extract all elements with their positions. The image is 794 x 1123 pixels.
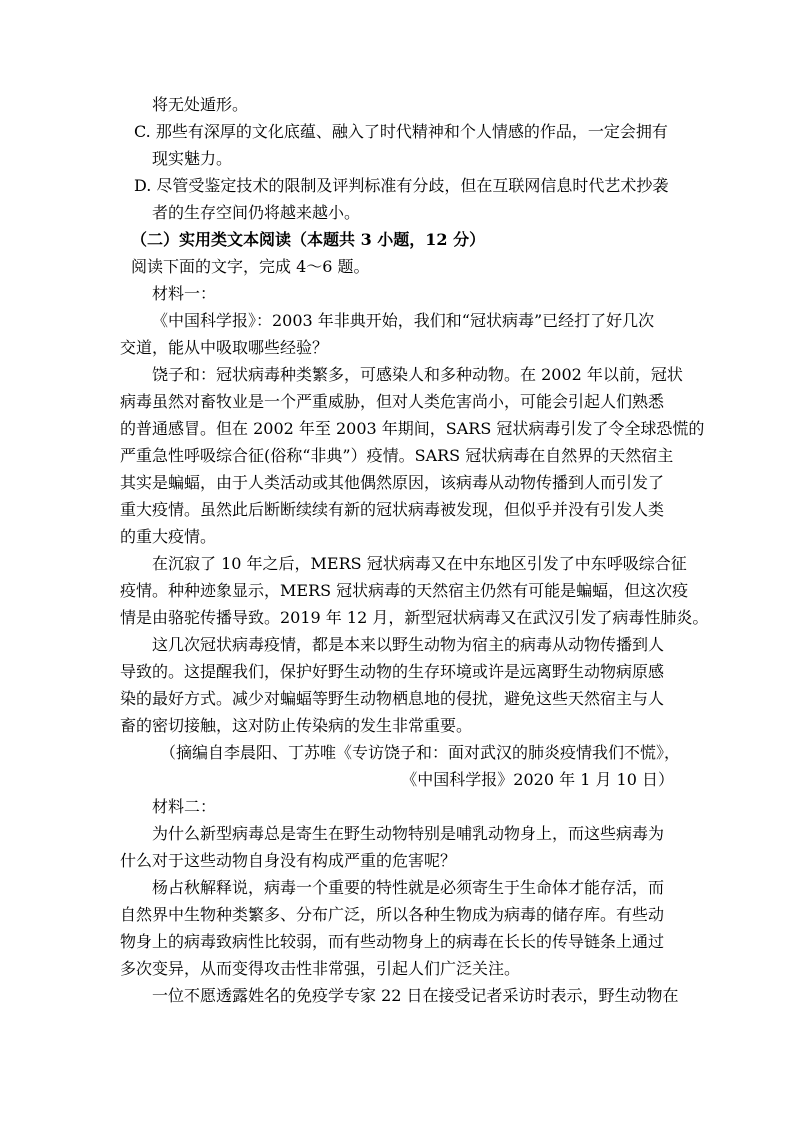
option-d-line-1: D. 尽管受鉴定技术的限制及评判标准有分歧，但在互联网信息时代艺术抄袭: [134, 176, 669, 195]
material-1-source: （摘编自李晨阳、丁苏唯《专访饶子和：面对武汉的肺炎疫情我们不慌》，: [160, 743, 681, 762]
material-1-text: 的普通感冒。但在 2002 年至 2003 年期间，SARS 冠状病毒引发了令全球恐慌的: [120, 419, 705, 438]
material-2-text: 杨占秋解释说，病毒一个重要的特性就是必须寄生于生命体才能存活，而: [152, 878, 665, 897]
material-1-text: 交道，能从中吸取哪些经验？: [120, 338, 329, 357]
material-1-text: 重大疫情。虽然此后断断续续有新的冠状病毒被发现，但似乎并没有引发人类: [120, 500, 665, 519]
material-2-label: 材料二：: [152, 797, 217, 816]
material-2-text: 什么对于这些动物自身没有构成严重的危害呢？: [120, 851, 457, 870]
instruction: 阅读下面的文字，完成 4～6 题。: [131, 257, 370, 276]
material-1-text: 情是由骆驼传播导致。2019 年 12 月，新型冠状病毒又在武汉引发了病毒性肺炎。: [120, 608, 709, 627]
material-1-label: 材料一：: [152, 284, 217, 303]
option-c-line-1: C. 那些有深厚的文化底蕴、融入了时代精神和个人情感的作品，一定会拥有: [134, 122, 668, 141]
material-1-source: 《中国科学报》2020 年 1 月 10 日）: [401, 770, 674, 789]
material-2-text: 为什么新型病毒总是寄生在野生动物特别是哺乳动物身上，而这些病毒为: [152, 824, 665, 843]
material-1-text: 疫情。种种迹象显示，MERS 冠状病毒的天然宿主仍然有可能是蝙蝠，但这次疫: [120, 581, 689, 600]
material-1-text: 导致的。这提醒我们，保护好野生动物的生存环境或许是远离野生动物病原感: [120, 662, 665, 681]
material-2-text: 自然界中生物种类繁多、分布广泛，所以各种生物成为病毒的储存库。有些动: [120, 905, 665, 924]
option-d-line-2: 者的生存空间仍将越来越小。: [152, 203, 361, 222]
material-2-text: 物身上的病毒致病性比较弱，而有些动物身上的病毒在长长的传导链条上通过: [120, 932, 665, 951]
material-1-text: 其实是蝙蝠，由于人类活动或其他偶然原因，该病毒从动物传播到人而引发了: [120, 473, 665, 492]
option-b-continuation: 将无处遁形。: [152, 95, 249, 114]
material-1-text: 染的最好方式。减少对蝙蝠等野生动物栖息地的侵扰，避免这些天然宿主与人: [120, 689, 665, 708]
material-1-text: 这几次冠状病毒疫情，都是本来以野生动物为宿主的病毒从动物传播到人: [152, 635, 665, 654]
section-heading: （二）实用类文本阅读（本题共 3 小题，12 分）: [131, 230, 486, 249]
material-1-text: 严重急性呼吸综合征(俗称“非典”）疫情。SARS 冠状病毒在自然界的天然宿主: [120, 446, 674, 465]
material-2-text: 多次变异，从而变得攻击性非常强，引起人们广泛关注。: [120, 959, 521, 978]
material-1-text: 在沉寂了 10 年之后，MERS 冠状病毒又在中东地区引发了中东呼吸综合征: [152, 554, 687, 573]
material-1-text: 病毒虽然对畜牧业是一个严重威胁，但对人类危害尚小，可能会引起人们熟悉: [120, 392, 665, 411]
material-1-text: 饶子和：冠状病毒种类繁多，可感染人和多种动物。在 2002 年以前，冠状: [152, 365, 683, 384]
material-1-text: 的重大疫情。: [120, 527, 217, 546]
material-2-text: 一位不愿透露姓名的免疫学专家 22 日在接受记者采访时表示，野生动物在: [152, 986, 679, 1005]
material-1-text: 《中国科学报》：2003 年非典开始，我们和“冠状病毒”已经打了好几次: [152, 311, 655, 330]
option-c-line-2: 现实魅力。: [152, 149, 233, 168]
material-1-text: 畜的密切接触，这对防止传染病的发生非常重要。: [120, 716, 473, 735]
